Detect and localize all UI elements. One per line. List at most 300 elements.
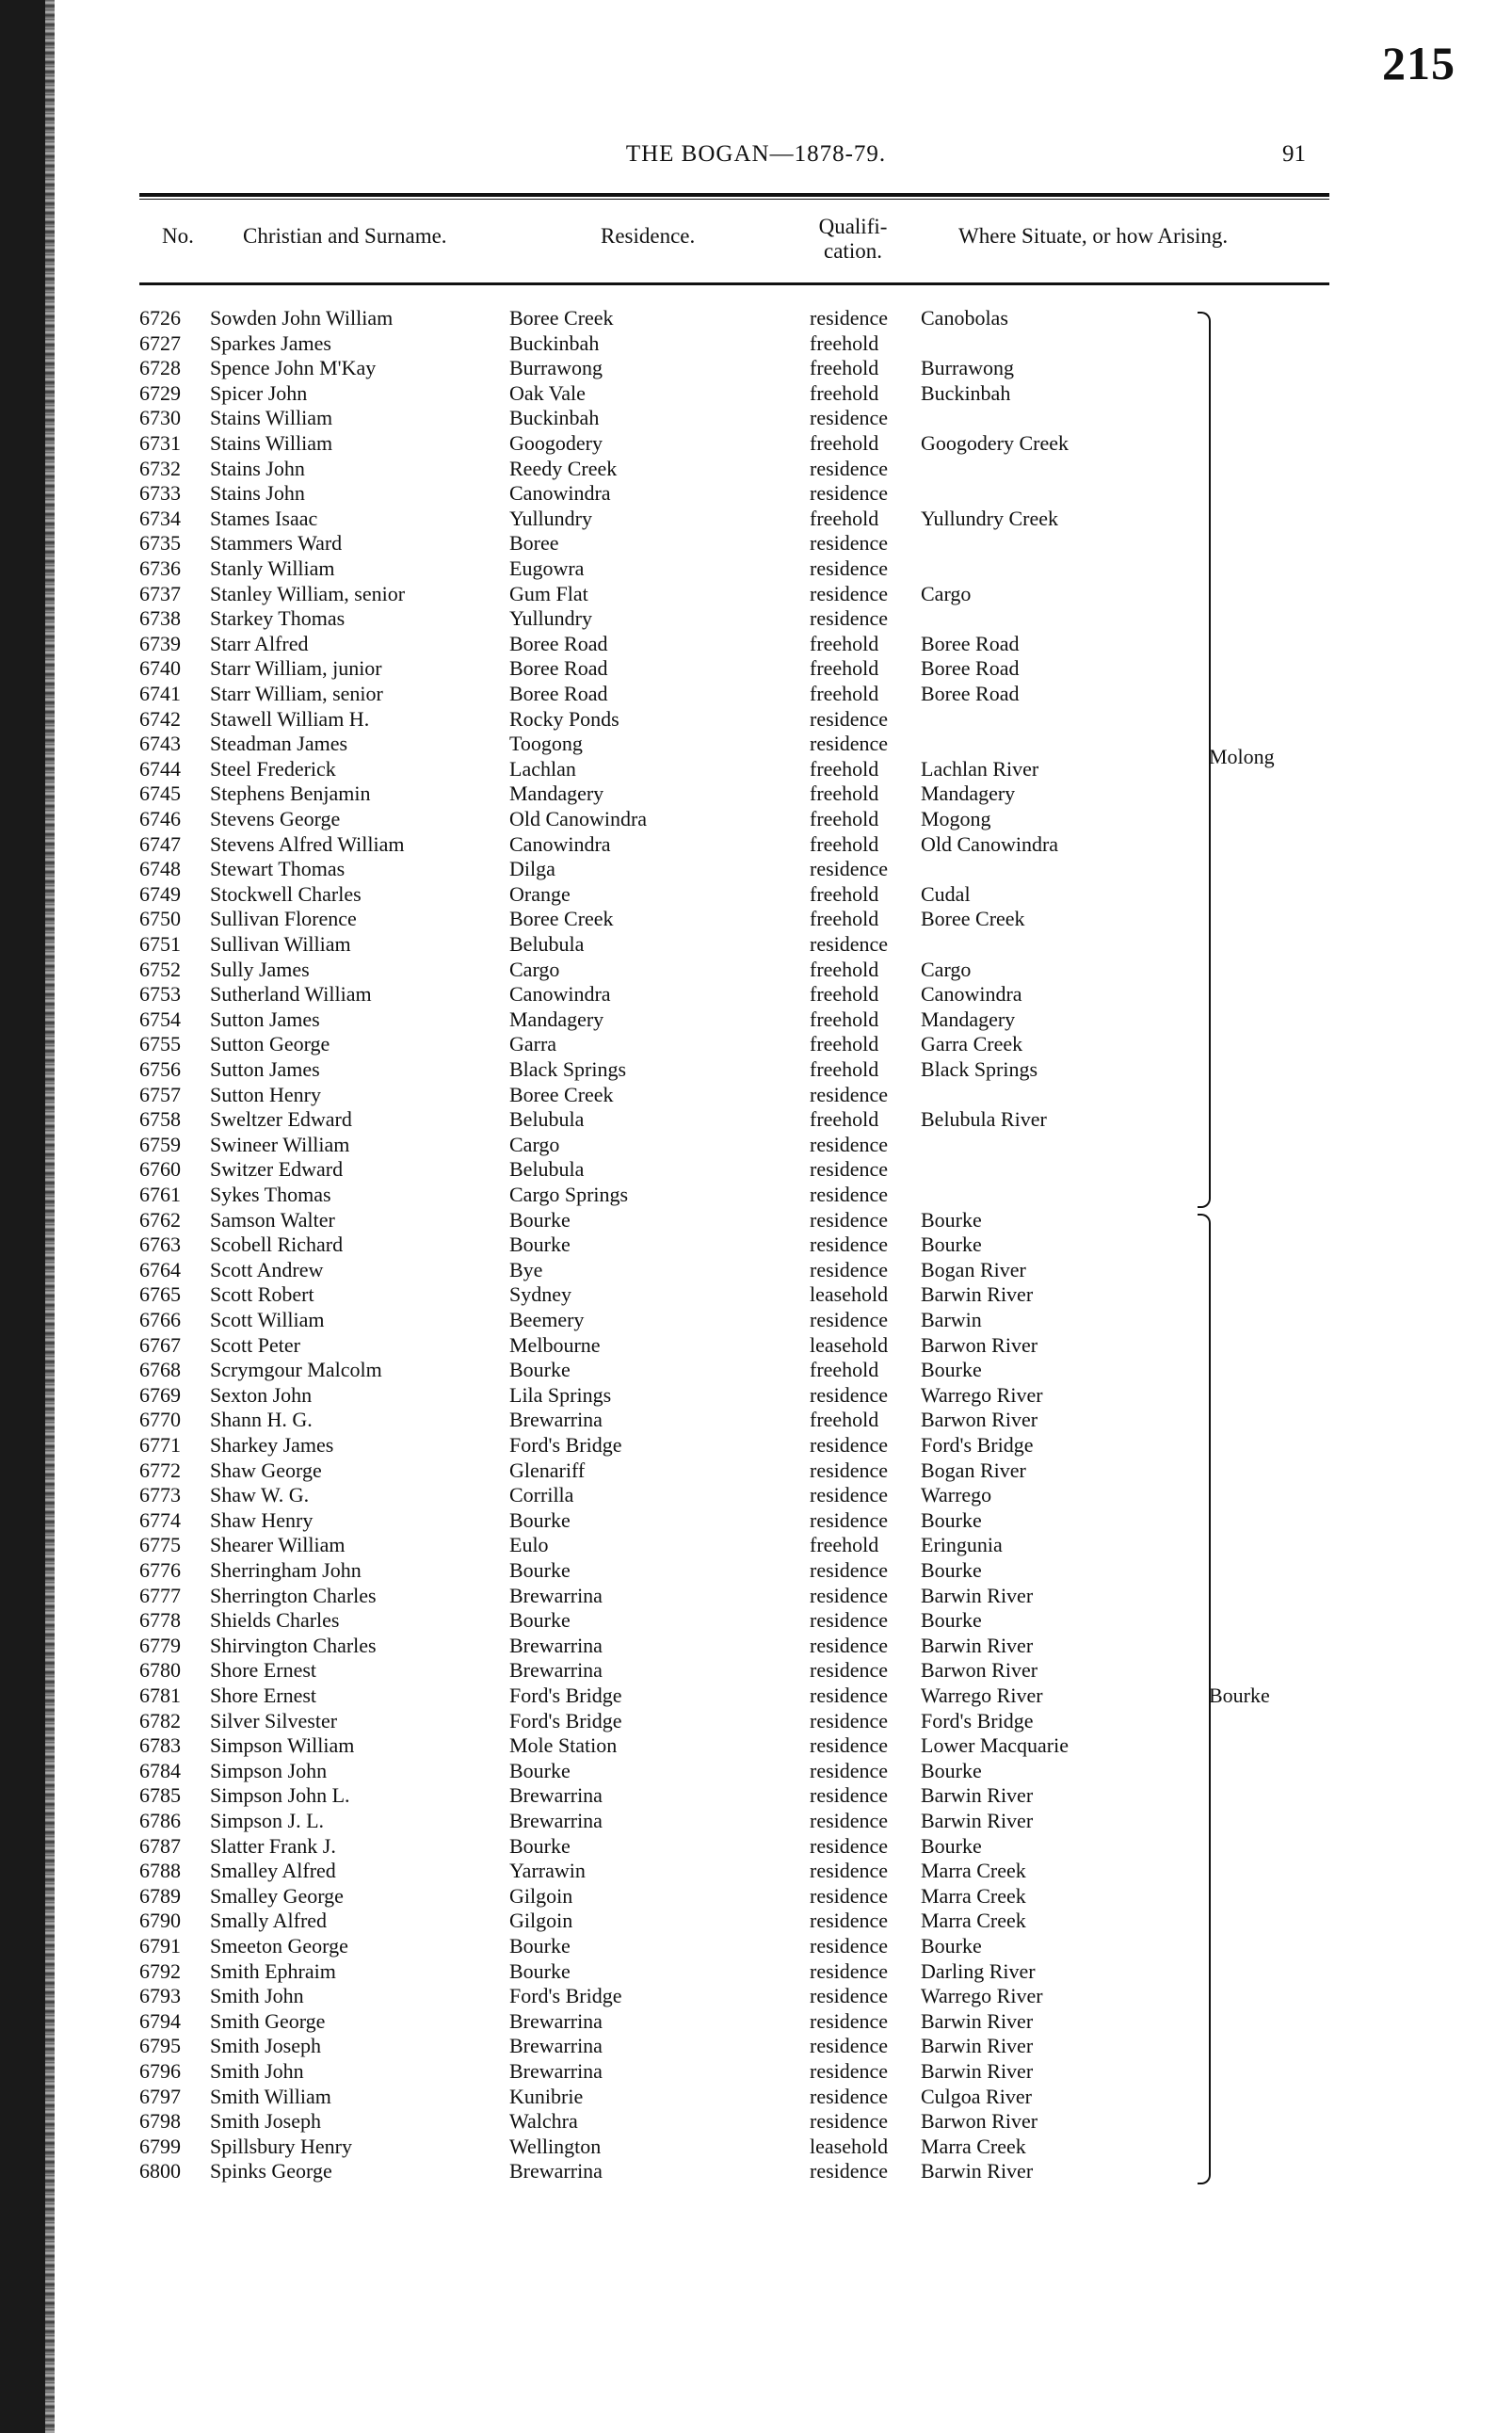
entry-number: 6746 xyxy=(139,807,181,830)
entry-where: Barwin River xyxy=(921,2059,1034,2083)
entry-residence: Lila Springs xyxy=(509,1382,612,1407)
register-row xyxy=(0,1684,1224,1709)
entry-number: 6800 xyxy=(139,2159,181,2183)
entry-number: 6779 xyxy=(139,1633,181,1657)
entry-where: Cargo xyxy=(921,581,972,605)
entry-where: Boree Road xyxy=(921,682,1020,705)
district-label: Bourke xyxy=(1209,1684,1270,1708)
entry-number: 6760 xyxy=(139,1157,181,1182)
entry-qualification: residence xyxy=(810,1558,889,1582)
entry-name: Spence John M'Kay xyxy=(210,356,377,380)
entry-name: Starr William, senior xyxy=(210,682,383,705)
entry-name: Sexton John xyxy=(210,1382,313,1407)
entry-number: 6784 xyxy=(139,1758,181,1782)
entry-residence: Mole Station xyxy=(509,1733,618,1758)
column-header-qualification: Qualifi- cation. xyxy=(818,215,888,263)
entry-where: Mandagery xyxy=(921,1007,1016,1031)
entry-qualification: residence xyxy=(810,706,889,731)
entry-where: Bourke xyxy=(921,1558,982,1582)
entry-qualification: freehold xyxy=(810,356,879,380)
entry-name: Shaw Henry xyxy=(210,1507,314,1532)
entry-residence: Belubula xyxy=(509,1107,585,1132)
entry-name: Steel Frederick xyxy=(210,756,336,781)
entry-name: Starr William, junior xyxy=(210,656,382,681)
entry-qualification: residence xyxy=(810,1608,889,1633)
register-row xyxy=(0,2085,1224,2110)
entry-number: 6754 xyxy=(139,1007,181,1031)
entry-residence: Black Springs xyxy=(509,1057,627,1081)
entry-where: Marra Creek xyxy=(921,1859,1026,1883)
register-row xyxy=(0,882,1224,908)
entry-where: Warrego River xyxy=(921,1684,1043,1707)
entry-name: Steadman James xyxy=(210,732,348,756)
entry-number: 6789 xyxy=(139,1883,181,1908)
register-row xyxy=(0,457,1224,482)
entry-qualification: freehold xyxy=(810,957,879,981)
entry-qualification: residence xyxy=(810,1308,889,1331)
register-row xyxy=(0,682,1224,707)
register-row xyxy=(0,1859,1224,1884)
entry-qualification: freehold xyxy=(810,656,879,681)
register-row xyxy=(0,1308,1224,1333)
entry-residence: Ford's Bridge xyxy=(509,1708,622,1732)
register-row xyxy=(0,556,1224,582)
entry-name: Sully James xyxy=(210,957,310,981)
entry-qualification: residence xyxy=(810,531,889,556)
entry-residence: Ford's Bridge xyxy=(509,1984,622,2008)
entry-number: 6757 xyxy=(139,1082,181,1106)
entry-where: Black Springs xyxy=(921,1057,1038,1081)
entry-name: Scott William xyxy=(210,1308,325,1331)
register-row xyxy=(0,656,1224,682)
entry-number: 6788 xyxy=(139,1859,181,1883)
entry-residence: Boree Creek xyxy=(509,306,614,330)
register-row xyxy=(0,982,1224,1007)
stamp-number: 215 xyxy=(1382,37,1456,89)
entry-name: Sherringham John xyxy=(210,1558,362,1582)
register-row xyxy=(0,1282,1224,1308)
entry-name: Stevens Alfred William xyxy=(210,831,405,856)
entry-number: 6751 xyxy=(139,932,181,956)
entry-name: Smith John xyxy=(210,1984,304,2008)
entry-name: Swineer William xyxy=(210,1132,350,1156)
entry-number: 6736 xyxy=(139,556,181,580)
entry-name: Shann H. G. xyxy=(210,1408,313,1432)
entry-number: 6733 xyxy=(139,481,181,506)
entry-number: 6728 xyxy=(139,356,181,380)
entry-residence: Toogong xyxy=(509,732,583,756)
register-row xyxy=(0,1984,1224,2009)
entry-residence: Oak Vale xyxy=(509,380,586,405)
entry-residence: Cargo Springs xyxy=(509,1183,629,1206)
entry-qualification: freehold xyxy=(810,1107,879,1132)
entry-number: 6773 xyxy=(139,1483,181,1507)
entry-qualification: freehold xyxy=(810,1032,879,1056)
entry-residence: Brewarrina xyxy=(509,1809,603,1832)
entry-name: Simpson J. L. xyxy=(210,1809,325,1832)
entry-where: Bourke xyxy=(921,1233,982,1257)
entry-qualification: residence xyxy=(810,1257,889,1281)
entry-number: 6729 xyxy=(139,380,181,405)
entry-where: Boree Creek xyxy=(921,907,1025,931)
entry-residence: Bourke xyxy=(509,1608,571,1633)
entry-name: Sutton George xyxy=(210,1032,330,1056)
register-row xyxy=(0,2159,1224,2184)
entry-name: Shore Ernest xyxy=(210,1684,317,1707)
entry-number: 6732 xyxy=(139,456,181,480)
entry-residence: Brewarrina xyxy=(509,1658,603,1683)
entry-number: 6775 xyxy=(139,1533,181,1557)
entry-residence: Gilgoin xyxy=(509,1909,573,1933)
entry-number: 6755 xyxy=(139,1032,181,1056)
entry-qualification: residence xyxy=(810,1934,889,1958)
entry-number: 6741 xyxy=(139,682,181,705)
entry-qualification: freehold xyxy=(810,831,879,856)
entry-qualification: residence xyxy=(810,1633,889,1657)
entry-residence: Gilgoin xyxy=(509,1883,573,1908)
entry-qualification: residence xyxy=(810,1583,889,1607)
entry-where: Marra Creek xyxy=(921,1909,1026,1933)
entry-where: Barwin River xyxy=(921,2034,1034,2058)
entry-name: Stains William xyxy=(210,431,333,455)
entry-where: Canowindra xyxy=(921,982,1022,1007)
entry-where: Barwin xyxy=(921,1308,982,1331)
entry-where: Barwin River xyxy=(921,2159,1034,2183)
entry-name: Spicer John xyxy=(210,380,308,405)
entry-name: Sutton James xyxy=(210,1057,320,1081)
register-row xyxy=(0,406,1224,431)
entry-where: Eringunia xyxy=(921,1533,1003,1557)
register-row xyxy=(0,1884,1224,1909)
entry-qualification: residence xyxy=(810,1233,889,1257)
register-row xyxy=(0,1358,1224,1383)
column-header-residence: Residence. xyxy=(601,224,696,248)
register-row xyxy=(0,1007,1224,1033)
entry-number: 6771 xyxy=(139,1433,181,1457)
entry-where: Boree Road xyxy=(921,631,1020,655)
entry-number: 6777 xyxy=(139,1583,181,1607)
entry-residence: Bourke xyxy=(509,1207,571,1232)
entry-number: 6735 xyxy=(139,531,181,556)
entry-name: Stawell William H. xyxy=(210,706,370,731)
entry-qualification: residence xyxy=(810,1883,889,1908)
entry-residence: Bourke xyxy=(509,1758,571,1782)
entry-name: Smith Ephraim xyxy=(210,1958,336,1983)
entry-name: Simpson John L. xyxy=(210,1783,350,1808)
entry-where: Barwin River xyxy=(921,1809,1034,1832)
entry-qualification: residence xyxy=(810,1909,889,1933)
entry-qualification: freehold xyxy=(810,380,879,405)
entry-number: 6726 xyxy=(139,306,181,330)
entry-residence: Brewarrina xyxy=(509,2034,603,2058)
entry-name: Stewart Thomas xyxy=(210,857,346,881)
register-row xyxy=(0,1157,1224,1183)
register-row xyxy=(0,1383,1224,1409)
entry-where: Warrego River xyxy=(921,1984,1043,2008)
register-row xyxy=(0,2135,1224,2160)
entry-where: Warrego xyxy=(921,1483,992,1507)
entry-residence: Old Canowindra xyxy=(509,807,648,830)
register-row xyxy=(0,1959,1224,1985)
entry-qualification: residence xyxy=(810,556,889,580)
entry-residence: Canowindra xyxy=(509,481,611,506)
register-row xyxy=(0,732,1224,757)
entry-where: Lower Macquarie xyxy=(921,1733,1069,1758)
register-row xyxy=(0,1483,1224,1508)
entry-name: Sowden John William xyxy=(210,306,394,330)
entry-where: Canobolas xyxy=(921,306,1008,330)
district-label: Molong xyxy=(1209,744,1275,768)
register-row xyxy=(0,707,1224,733)
entry-residence: Glenariff xyxy=(509,1458,586,1482)
register-row xyxy=(0,381,1224,407)
entry-qualification: residence xyxy=(810,1758,889,1782)
register-row xyxy=(0,507,1224,532)
entry-number: 6761 xyxy=(139,1183,181,1206)
entry-qualification: residence xyxy=(810,2059,889,2083)
entry-qualification: residence xyxy=(810,1833,889,1858)
entry-name: Spinks George xyxy=(210,2159,332,2183)
entry-residence: Canowindra xyxy=(509,831,611,856)
register-row xyxy=(0,2109,1224,2135)
entry-residence: Boree Road xyxy=(509,656,608,681)
entry-residence: Lachlan xyxy=(509,756,576,781)
entry-residence: Bourke xyxy=(509,1934,571,1958)
entry-name: Sullivan Florence xyxy=(210,907,357,931)
entry-qualification: residence xyxy=(810,1157,889,1182)
entry-number: 6745 xyxy=(139,781,181,806)
entry-name: Shaw W. G. xyxy=(210,1483,310,1507)
entry-name: Stames Isaac xyxy=(210,506,318,530)
entry-number: 6794 xyxy=(139,2008,181,2033)
entry-residence: Brewarrina xyxy=(509,2159,603,2183)
entry-name: Shields Charles xyxy=(210,1608,340,1633)
entry-where: Bourke xyxy=(921,1833,982,1858)
entry-name: Sherrington Charles xyxy=(210,1583,377,1607)
entry-where: Bourke xyxy=(921,1358,982,1382)
entry-qualification: freehold xyxy=(810,682,879,705)
entry-number: 6796 xyxy=(139,2059,181,2083)
entry-qualification: residence xyxy=(810,1733,889,1758)
entry-residence: Boree Creek xyxy=(509,1082,614,1106)
entry-name: Sykes Thomas xyxy=(210,1183,331,1206)
register-row xyxy=(0,632,1224,657)
entry-residence: Mandagery xyxy=(509,781,604,806)
entry-number: 6791 xyxy=(139,1934,181,1958)
register-row xyxy=(0,2034,1224,2059)
entry-qualification: freehold xyxy=(810,807,879,830)
entry-where: Bourke xyxy=(921,1758,982,1782)
entry-where: Barwin River xyxy=(921,2008,1034,2033)
entry-qualification: freehold xyxy=(810,431,879,455)
entry-number: 6798 xyxy=(139,2109,181,2134)
entry-qualification: residence xyxy=(810,1382,889,1407)
entry-residence: Gum Flat xyxy=(509,581,588,605)
entry-residence: Eulo xyxy=(509,1533,549,1557)
entry-residence: Buckinbah xyxy=(509,330,600,355)
entry-qualification: leasehold xyxy=(810,1332,889,1357)
entry-where: Mandagery xyxy=(921,781,1016,806)
entry-residence: Boree Road xyxy=(509,682,608,705)
entry-qualification: freehold xyxy=(810,1533,879,1557)
entry-residence: Bourke xyxy=(509,1833,571,1858)
entry-where: Barwin River xyxy=(921,1583,1034,1607)
entry-residence: Brewarrina xyxy=(509,1783,603,1808)
register-row xyxy=(0,331,1224,357)
entry-residence: Buckinbah xyxy=(509,406,600,430)
entry-qualification: residence xyxy=(810,2109,889,2134)
register-row xyxy=(0,1408,1224,1433)
entry-residence: Canowindra xyxy=(509,982,611,1007)
entry-where: Burrawong xyxy=(921,356,1014,380)
entry-name: Smith George xyxy=(210,2008,326,2033)
entry-qualification: freehold xyxy=(810,756,879,781)
entry-residence: Brewarrina xyxy=(509,2008,603,2033)
register-row xyxy=(0,781,1224,807)
entry-qualification: residence xyxy=(810,1658,889,1683)
entry-name: Stains John xyxy=(210,481,305,506)
entry-number: 6787 xyxy=(139,1833,181,1858)
register-row xyxy=(0,1208,1224,1233)
entry-residence: Bourke xyxy=(509,1358,571,1382)
entry-name: Starkey Thomas xyxy=(210,606,346,631)
entry-number: 6727 xyxy=(139,330,181,355)
entry-qualification: freehold xyxy=(810,907,879,931)
entry-residence: Googodery xyxy=(509,431,603,455)
entry-residence: Cargo xyxy=(509,1132,560,1156)
register-row xyxy=(0,531,1224,556)
entry-name: Scott Robert xyxy=(210,1282,314,1307)
entry-number: 6743 xyxy=(139,732,181,756)
entry-where: Cargo xyxy=(921,957,972,981)
entry-number: 6778 xyxy=(139,1608,181,1633)
entry-number: 6749 xyxy=(139,881,181,906)
register-row xyxy=(0,1533,1224,1558)
entry-name: Stockwell Charles xyxy=(210,881,362,906)
entry-residence: Brewarrina xyxy=(509,1408,603,1432)
entry-qualification: residence xyxy=(810,1708,889,1732)
entry-qualification: residence xyxy=(810,1132,889,1156)
entry-qualification: residence xyxy=(810,932,889,956)
entry-where: Boree Road xyxy=(921,656,1020,681)
entry-name: Scott Peter xyxy=(210,1332,300,1357)
register-row xyxy=(0,1658,1224,1684)
entry-number: 6763 xyxy=(139,1233,181,1257)
entry-qualification: residence xyxy=(810,1433,889,1457)
entry-name: Simpson William xyxy=(210,1733,355,1758)
entry-name: Silver Silvester xyxy=(210,1708,338,1732)
entry-residence: Ford's Bridge xyxy=(509,1433,622,1457)
entry-qualification: residence xyxy=(810,1958,889,1983)
entry-number: 6781 xyxy=(139,1684,181,1707)
entry-qualification: residence xyxy=(810,1082,889,1106)
entry-name: Sutton James xyxy=(210,1007,320,1031)
entry-number: 6786 xyxy=(139,1809,181,1832)
entry-residence: Boree Road xyxy=(509,631,608,655)
entry-residence: Yullundry xyxy=(509,606,592,631)
entry-name: Sweltzer Edward xyxy=(210,1107,352,1132)
register-row xyxy=(0,1458,1224,1484)
entry-residence: Corrilla xyxy=(509,1483,574,1507)
entry-number: 6737 xyxy=(139,581,181,605)
entry-number: 6776 xyxy=(139,1558,181,1582)
entry-number: 6730 xyxy=(139,406,181,430)
entry-number: 6772 xyxy=(139,1458,181,1482)
entry-where: Marra Creek xyxy=(921,2134,1026,2158)
register-row xyxy=(0,1508,1224,1534)
register-row xyxy=(0,832,1224,858)
entry-number: 6748 xyxy=(139,857,181,881)
entry-where: Garra Creek xyxy=(921,1032,1023,1056)
entry-name: Smith Joseph xyxy=(210,2034,321,2058)
register-row xyxy=(0,1783,1224,1809)
entry-qualification: residence xyxy=(810,1483,889,1507)
entry-qualification: residence xyxy=(810,1859,889,1883)
entry-number: 6770 xyxy=(139,1408,181,1432)
register-row xyxy=(0,1107,1224,1133)
entry-name: Smeeton George xyxy=(210,1934,348,1958)
entry-residence: Melbourne xyxy=(509,1332,601,1357)
header-rule-bottom xyxy=(139,282,1329,285)
entry-number: 6765 xyxy=(139,1282,181,1307)
entry-name: Sutherland William xyxy=(210,982,372,1007)
entry-number: 6731 xyxy=(139,431,181,455)
register-row xyxy=(0,306,1224,331)
register-row xyxy=(0,2059,1224,2085)
entry-name: Stanley William, senior xyxy=(210,581,406,605)
entry-number: 6799 xyxy=(139,2134,181,2158)
column-header-name: Christian and Surname. xyxy=(243,224,447,248)
entry-where: Bogan River xyxy=(921,1257,1026,1281)
register-row xyxy=(0,1909,1224,1934)
register-row xyxy=(0,907,1224,932)
entry-name: Stains John xyxy=(210,456,305,480)
entry-residence: Yarrawin xyxy=(509,1859,586,1883)
entry-where: Ford's Bridge xyxy=(921,1433,1034,1457)
entry-residence: Bourke xyxy=(509,1558,571,1582)
entry-qualification: residence xyxy=(810,1684,889,1707)
entry-residence: Beemery xyxy=(509,1308,585,1331)
entry-qualification: freehold xyxy=(810,1358,879,1382)
register-row xyxy=(0,807,1224,832)
entry-where: Bourke xyxy=(921,1934,982,1958)
entry-residence: Kunibrie xyxy=(509,2084,584,2108)
entry-number: 6797 xyxy=(139,2084,181,2108)
entry-number: 6759 xyxy=(139,1132,181,1156)
entry-qualification: residence xyxy=(810,406,889,430)
entry-where: Barwon River xyxy=(921,1658,1038,1683)
entry-name: Starr Alfred xyxy=(210,631,309,655)
register-row xyxy=(0,958,1224,983)
register-row xyxy=(0,1934,1224,1959)
entry-qualification: freehold xyxy=(810,881,879,906)
entry-number: 6767 xyxy=(139,1332,181,1357)
entry-name: Scott Andrew xyxy=(210,1257,324,1281)
entry-name: Shirvington Charles xyxy=(210,1633,377,1657)
entry-name: Stains William xyxy=(210,406,333,430)
entry-where: Old Canowindra xyxy=(921,831,1059,856)
entry-residence: Cargo xyxy=(509,957,560,981)
entry-qualification: residence xyxy=(810,1183,889,1206)
entry-residence: Brewarrina xyxy=(509,1583,603,1607)
entry-number: 6783 xyxy=(139,1733,181,1758)
entry-number: 6744 xyxy=(139,756,181,781)
entry-number: 6792 xyxy=(139,1958,181,1983)
entry-residence: Garra xyxy=(509,1032,557,1056)
entry-name: Scrymgour Malcolm xyxy=(210,1358,382,1382)
entry-residence: Belubula xyxy=(509,932,585,956)
register-row xyxy=(0,356,1224,381)
